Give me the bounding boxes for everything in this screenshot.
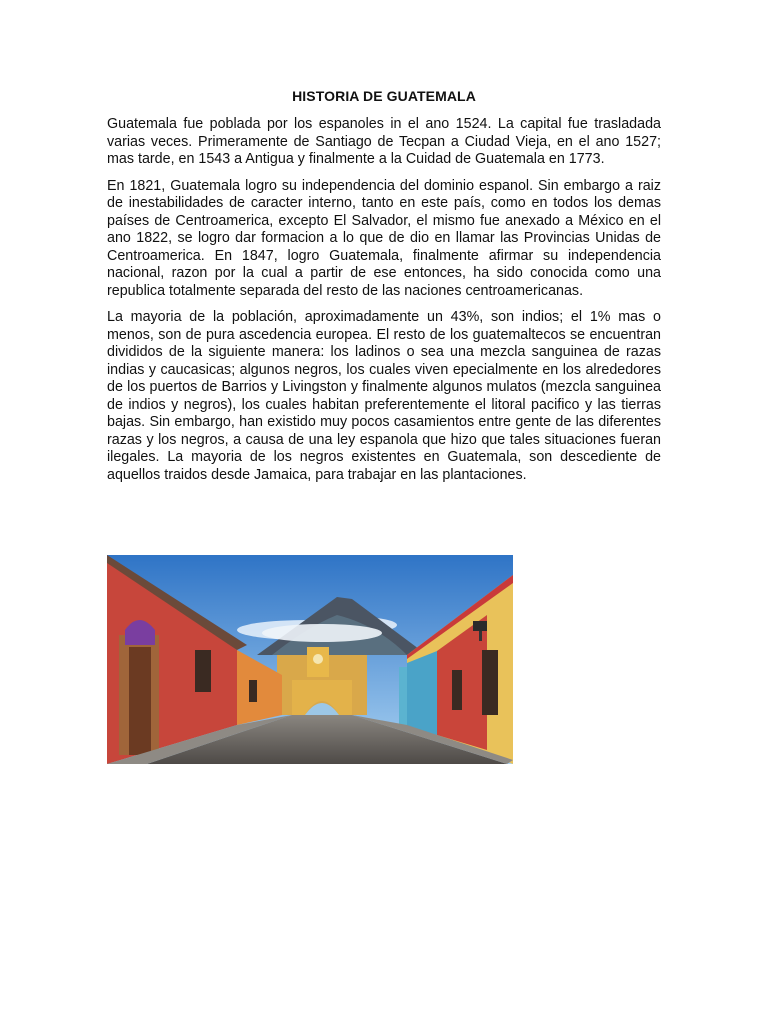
document-page (107, 88, 661, 493)
paragraph-2: En 1821, Guatemala logro su independencia del dominio espanol. Sin embargo a raiz de inestabilidades de caracter interno, tanto en este país, como en todos los demas países de Centroamerica, excepto El Salvador, el mismo fue anexado a México en el ano 1822, se logro dar formacion a lo que de dio en llamar las Provincias Unidas de Centroamerica. En 1847, logro Guatemala, finalmente afirmar su independencia nacional, razon por la cual a partir de ese entonces, ha sido conocida como una republica totalmente separada del resto de las naciones centroamericanas. (107, 177, 661, 299)
antigua-street-photo (107, 555, 513, 764)
paragraph-1: Guatemala fue poblada por los espanoles in el ano 1524. La capital fue trasladada varias veces. Primeramente de Santiago de Tecpan a Ciudad Vieja, en el ano 1527; mas tarde, en 1543 a Antigua y finalmente a la Cuidad de Guatemala en 1773. (107, 116, 661, 167)
street-lamp (473, 621, 487, 631)
document-title: HISTORIA DE GUATEMALA (292, 88, 476, 104)
right-blue-building (407, 651, 437, 735)
paragraph-3: La mayoria de la población, aproximadamente un 43%, son indios; el 1% mas o menos, son de pura ascedencia europea. El resto de los guatemaltecos se encuentran divididos de la siguiente manera: los ladinos o sea una mezcla sanguinea de razas indias y caucasicas; algunos negros, los cuales viven epecialmente en los alrededores de los puertos de Barrios y Livingston y finalmente algunos mulatos (mezcla sanguinea de indios y negros), los cuales habitan preferentemente el litoral pacifico y las tierras bajas. Sin embargo, han existido muy pocos casamientos entre gente de las diferentes razas y los negros, a causa de una ley espanola que hizo que tales situaciones fueran ilegales. La mayoria de los negros existentes en Guatemala, son descediente de aquellos traidos desde Jamaica, para trabajar en las plantaciones. (107, 309, 661, 483)
street-scene-illustration (107, 555, 513, 764)
